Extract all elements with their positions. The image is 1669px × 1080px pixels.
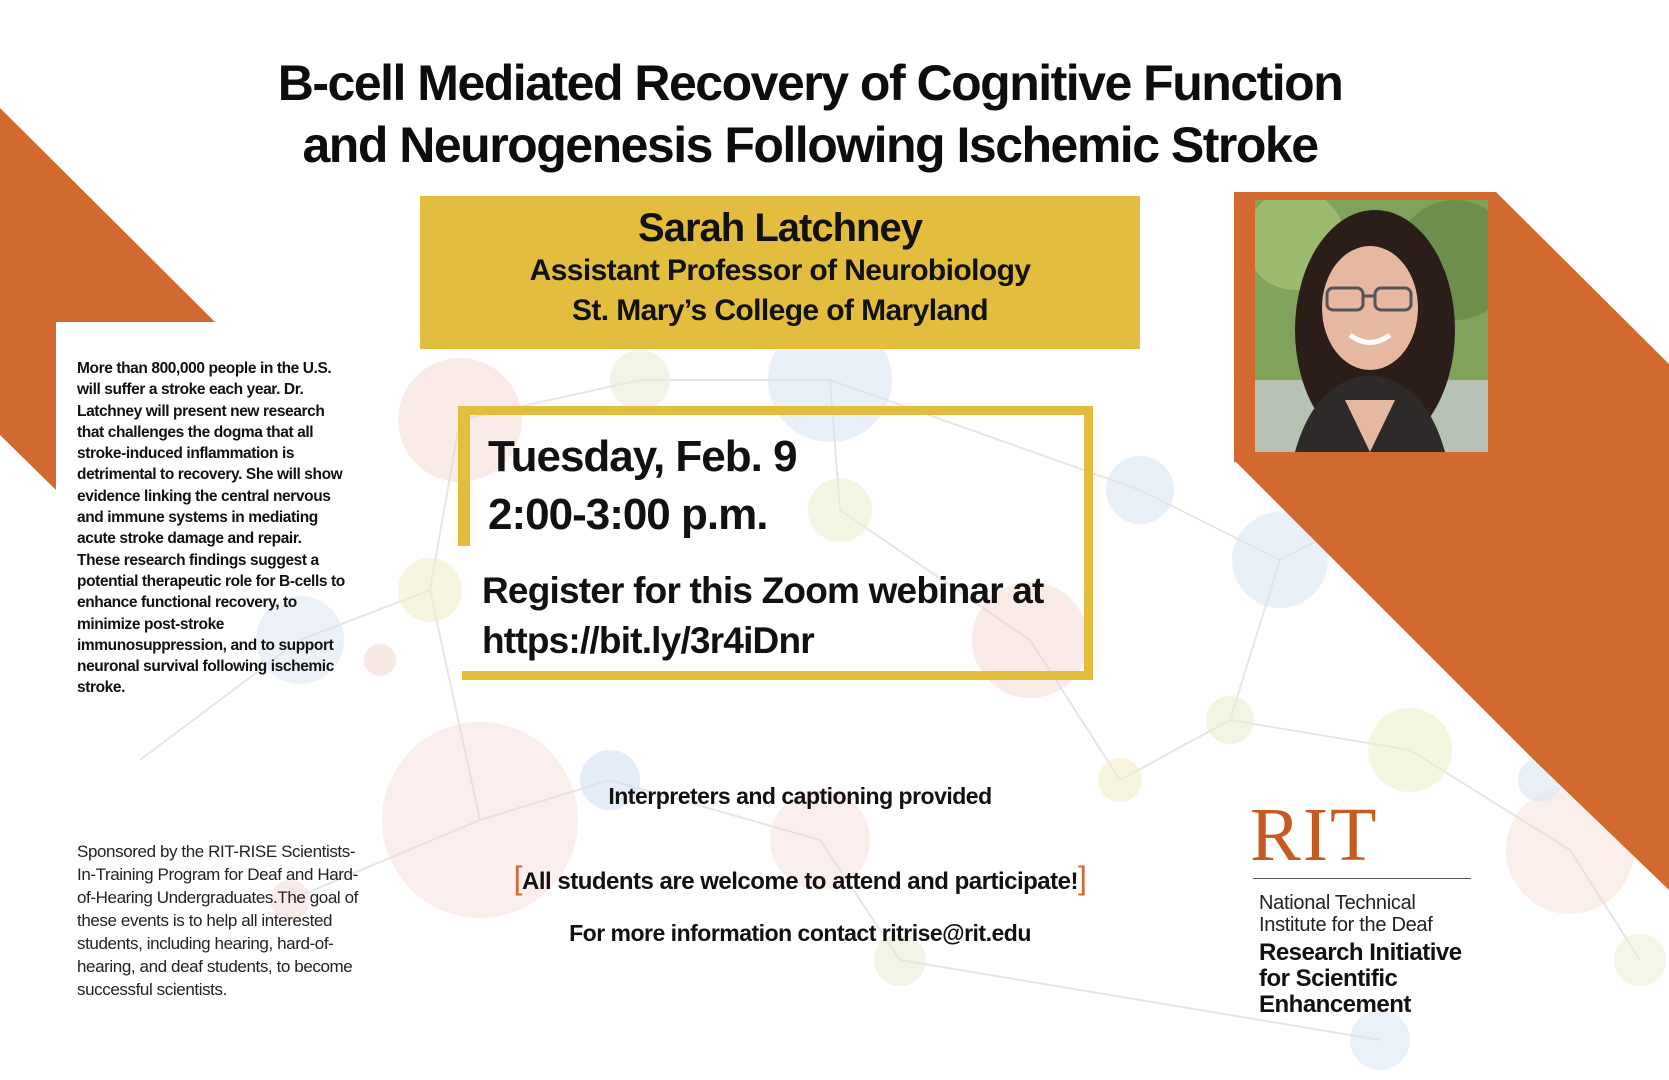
ntid-line-1: National Technical <box>1259 892 1416 914</box>
rise-line-2: for Scientific <box>1259 965 1398 992</box>
speaker-institution: St. Mary’s College of Maryland <box>572 294 988 327</box>
event-time: 2:00-3:00 p.m. <box>488 490 768 539</box>
welcome-notice <box>500 860 1100 897</box>
register-text: Register for this Zoom webinar at <box>482 570 1044 611</box>
speaker-box <box>420 196 1140 349</box>
contact-notice: For more information contact ritrise@rit.edu <box>569 920 1031 946</box>
event-date: Tuesday, Feb. 9 <box>488 432 797 481</box>
rise-line-3: Enhancement <box>1259 991 1411 1018</box>
speaker-photo <box>1255 200 1488 452</box>
logo-divider <box>1253 878 1471 879</box>
register-link[interactable]: https://bit.ly/3r4iDnr <box>482 620 814 661</box>
welcome-text: All students are welcome to attend and participate! <box>522 868 1078 895</box>
event-datetime <box>488 428 797 544</box>
rise-line-1: Research Initiative <box>1259 939 1462 966</box>
bracket-close: ] <box>1077 860 1087 896</box>
event-frame-accent <box>458 406 470 546</box>
rise-name <box>1259 940 1462 1018</box>
register-info <box>482 566 1044 666</box>
speaker-name: Sarah Latchney <box>638 206 922 250</box>
ntid-name <box>1259 892 1433 936</box>
title-line-1: B-cell Mediated Recovery of Cognitive Function <box>277 55 1343 111</box>
rit-logo: RIT <box>1250 793 1379 877</box>
event-title <box>130 52 1490 176</box>
speaker-position: Assistant Professor of Neurobiology <box>529 254 1031 287</box>
sponsor-text: Sponsored by the RIT-RISE Scientists-In-Training Program for Deaf and Hard-of-Hearing Undergraduates.The goal of these events is to help all interested students, including hearing, hard-of-hearing, and deaf students, to become successful scientists. <box>77 842 358 999</box>
ntid-line-2: Institute for the Deaf <box>1259 914 1433 936</box>
interpreters-notice: Interpreters and captioning provided <box>608 783 992 809</box>
title-line-2: and Neurogenesis Following Ischemic Stroke <box>302 117 1318 173</box>
bracket-open: [ <box>513 860 523 896</box>
abstract-text: More than 800,000 people in the U.S. will suffer a stroke each year. Dr. Latchney will present new research that challenges the dogma that all stroke-induced inflammation is detrimental to recovery. She will show evidence linking the central nervous and immune systems in mediating acute stroke damage and repair. These research findings suggest a potential therapeutic role for B-cells to enhance functional recovery, to minimize post-stroke immunosuppression, and to support neuronal survival following ischemic stroke. <box>77 360 345 697</box>
